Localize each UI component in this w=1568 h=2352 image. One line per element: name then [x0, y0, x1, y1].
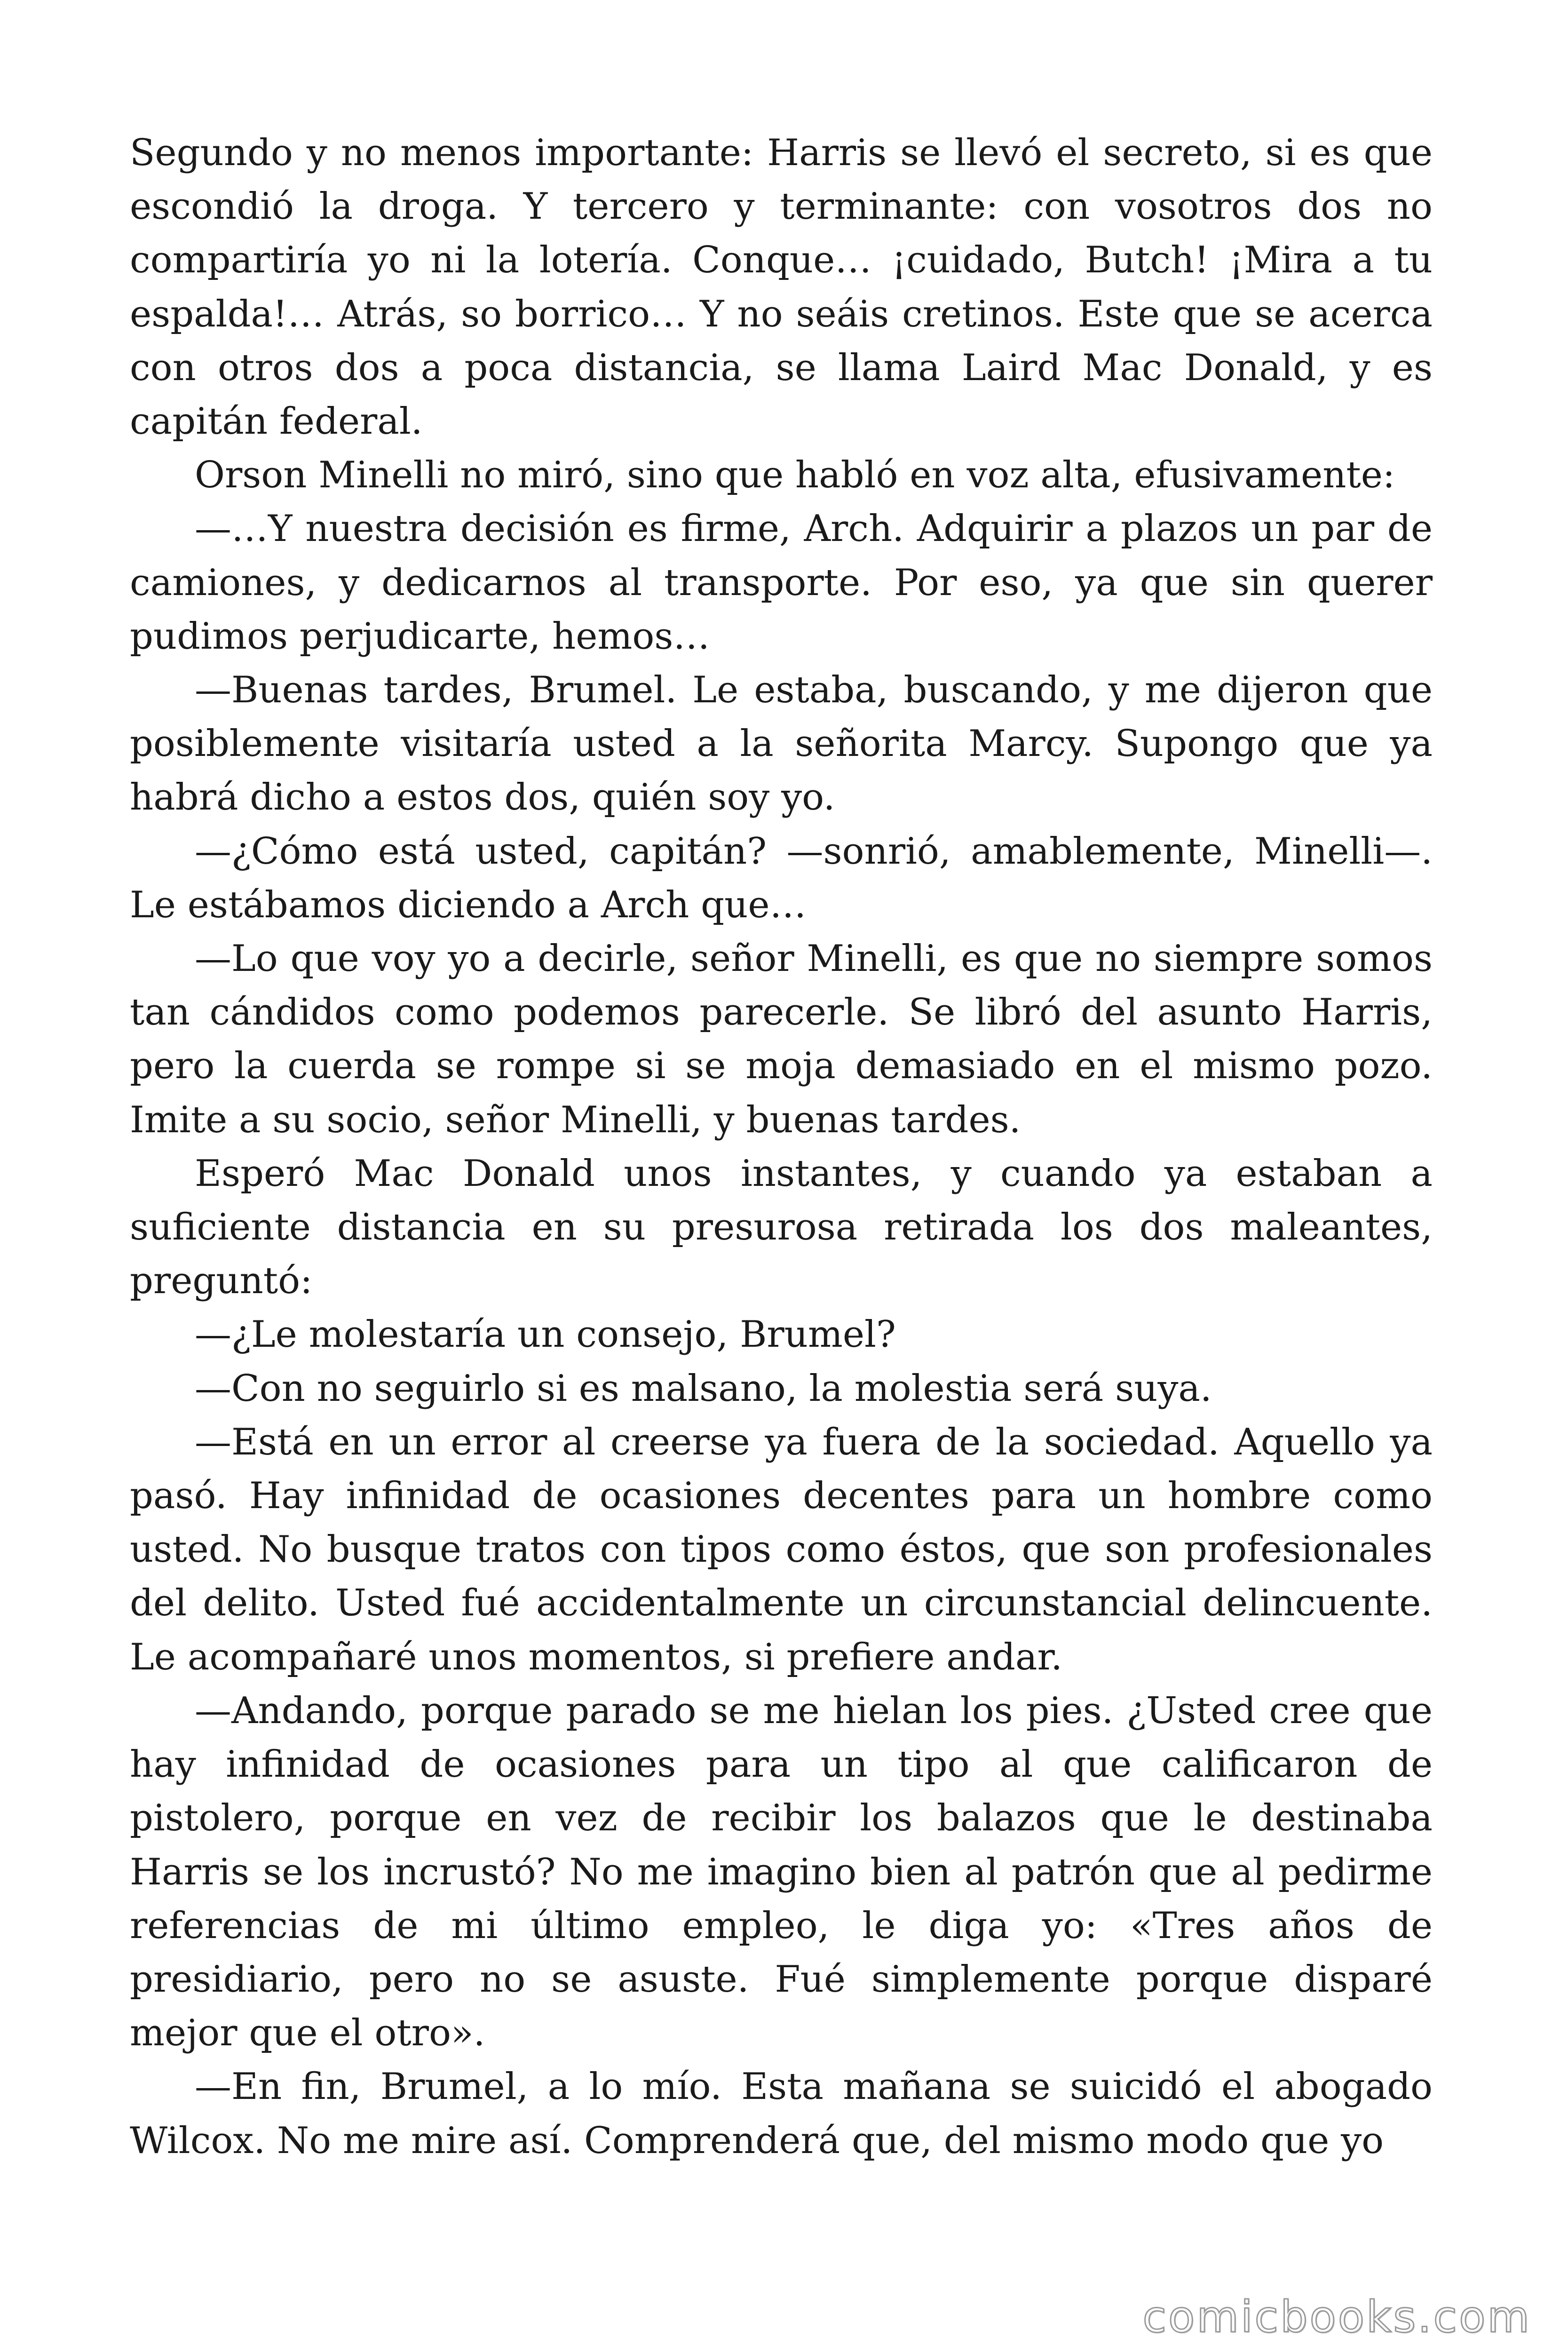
watermark: comicbooks.com [1142, 2292, 1531, 2342]
paragraph: —¿Cómo está usted, capitán? —sonrió, amablemente, Minelli—. Le estábamos diciendo a Arch que… [130, 830, 1433, 926]
paragraph: —…Y nuestra decisión es firme, Arch. Adquirir a plazos un par de camiones, y dedicarnos al transporte. Por eso, ya que sin querer pudimos perjudicarte, hemos… [130, 508, 1433, 658]
paragraph: Esperó Mac Donald unos instantes, y cuando ya estaban a suficiente distancia en su presurosa retirada los dos maleantes, preguntó: [130, 1152, 1433, 1303]
body-text [130, 126, 1433, 2168]
paragraph: —Está en un error al creerse ya fuera de la sociedad. Aquello ya pasó. Hay infinidad de ocasiones decentes para un hombre como usted. No busque tratos con tipos como éstos, que son profesionales del delito. Usted fué accidentalmente un circunstancial delincuente. Le acompañaré unos momentos, si prefiere andar. [130, 1421, 1433, 1678]
paragraph: —Con no seguirlo si es malsano, la molestia será suya. [195, 1367, 1212, 1410]
paragraph: —Buenas tardes, Brumel. Le estaba, buscando, y me dijeron que posiblemente visitaría usted a la señorita Marcy. Supongo que ya habrá dicho a estos dos, quién soy yo. [130, 669, 1433, 819]
paragraph: —Andando, porque parado se me hielan los pies. ¿Usted cree que hay infinidad de ocasiones para un tipo al que calificaron de pistolero, porque en vez de recibir los balazos que le destinaba Harris se los incrustó? No me imagino bien al patrón que al pedirme referencias de mi último empleo, le diga yo: «Tres años de presidiario, pero no se asuste. Fué simplemente porque disparé mejor que el otro». [130, 1689, 1433, 2055]
paragraph-continuation: Segundo y no menos importante: Harris se llevó el secreto, si es que escondió la droga. Y tercero y terminante: con vosotros dos no compartiría yo ni la lotería. Conque… ¡cuidado, Butch! ¡Mira a tu espalda!… Atrás, so borrico… Y no seáis cretinos. Este que se acerca con otros dos a poca distancia, se llama Laird Mac Donald, y es capitán federal. [130, 132, 1433, 443]
paragraph: Orson Minelli no miró, sino que habló en voz alta, efusivamente: [195, 454, 1395, 497]
paragraph: —Lo que voy yo a decirle, señor Minelli, es que no siempre somos tan cándidos como podemos parecerle. Se libró del asunto Harris, pero la cuerda se rompe si se moja demasiado en el mismo pozo. Imite a su socio, señor Minelli, y buenas tardes. [130, 938, 1433, 1141]
paragraph: —En fin, Brumel, a lo mío. Esta mañana se suicidó el abogado Wilcox. No me mire así. Comprenderá que, del mismo modo que yo [130, 2066, 1433, 2162]
paragraph: —¿Le molestaría un consejo, Brumel? [195, 1313, 896, 1356]
